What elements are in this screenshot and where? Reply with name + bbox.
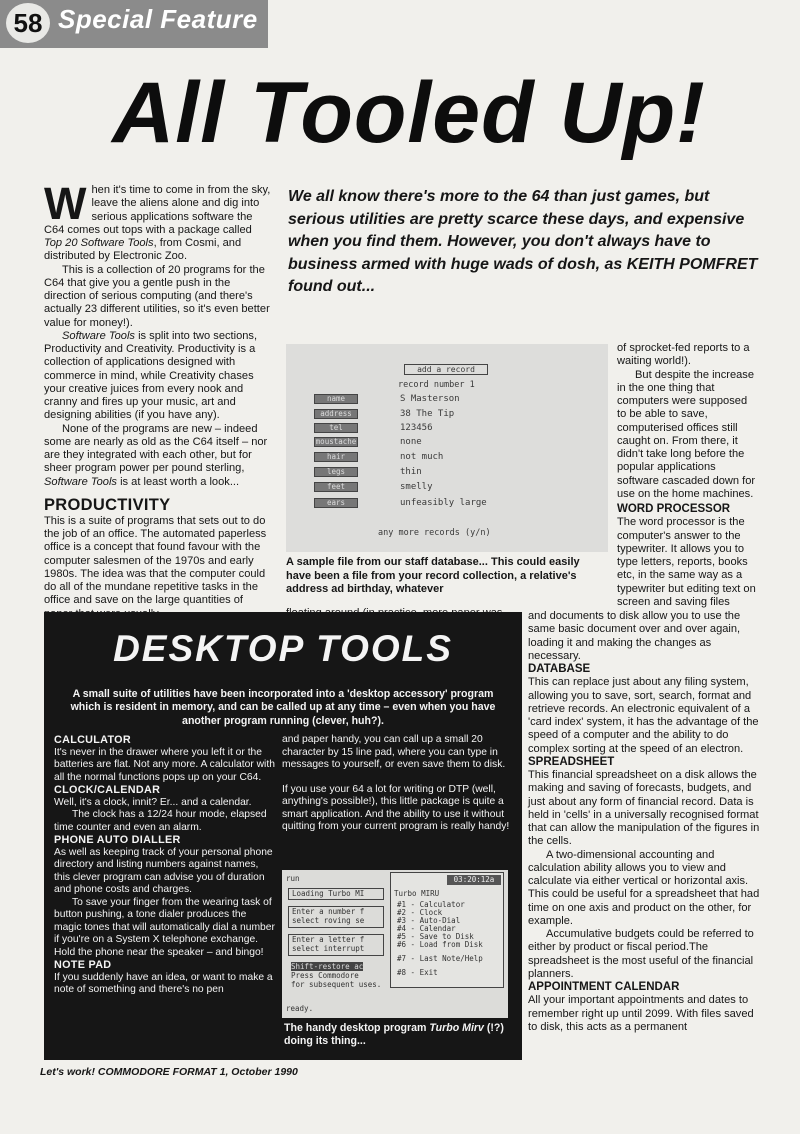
productivity-heading: PRODUCTIVITY xyxy=(44,495,171,514)
box-right-column xyxy=(282,734,510,834)
spreadsheet-text: This financial spreadsheet on a disk allows the making and saving of forecasts, budgets, and just about any form of financial record. Data is held in 'cells' in a universally recognised format that can allow the manipulation of the figures in the cells. xyxy=(528,769,760,848)
field-label: moustache xyxy=(315,437,357,446)
box-left-column xyxy=(54,734,276,997)
page-footer: Let's work! COMMODORE FORMAT 1, October 1990 xyxy=(40,1066,298,1078)
field-value: S Masterson xyxy=(400,394,460,404)
menu-title: Turbo MIRU xyxy=(394,889,440,898)
field-label: feet xyxy=(314,482,358,492)
column-three xyxy=(617,342,757,501)
caption-text: (!?) doing its thing... xyxy=(284,1022,504,1047)
field-label: address xyxy=(314,409,358,419)
box-intro: A small suite of utilities have been incorporated into a 'desktop accessory' program which is resident in memory, and can be called up at any time – even when you have another program running (clever, huh?). xyxy=(70,688,496,727)
dialler-text: To save your finger from the wearing task of button pushing, a tone dialer produces the magic tones that will automatically dial a number if you're on a System X telephone exchange. Hold the phone near the speaker – and bingo! xyxy=(54,896,275,958)
body-paragraph xyxy=(44,330,272,423)
box-title: DESKTOP TOOLS xyxy=(113,628,453,669)
prompt-line: for subsequent uses. xyxy=(291,980,382,989)
desktop-caption xyxy=(284,1022,506,1048)
intro-paragraph xyxy=(44,178,272,264)
intro-text: hen it's time to come in from the sky, leave the aliens alone and dig into serious applications software the C64 comes out tops with a package called xyxy=(44,184,271,236)
field-label: ears xyxy=(314,498,358,508)
body-paragraph: But despite the increase in the one thing that computers were supposed to be able to save, computerised offices still caught on. From there, it didn't take long before the popular applications software cascaded down for use on the home machines. xyxy=(617,368,756,500)
menu-item: #7 - Last Note/Help xyxy=(397,954,483,963)
menu-item: #6 - Load from Disk xyxy=(397,940,483,949)
menu-item: #1 - Calculator xyxy=(397,900,465,909)
menu-item: #4 - Calendar xyxy=(397,924,456,933)
menu-item: #5 - Save to Disk xyxy=(397,932,474,941)
turbo-mirv-screenshot xyxy=(282,870,508,1018)
record-number: record number 1 xyxy=(398,380,475,390)
menu-item: #3 - Auto-Dial xyxy=(397,916,461,925)
calculator-heading: CALCULATOR xyxy=(54,734,131,746)
field-value: thin xyxy=(400,467,422,477)
clock-text: Well, it's a clock, innit? Er... and a calendar. xyxy=(54,796,252,808)
spreadsheet-text: Accumulative budgets could be referred to either by product or fiscal period.The spreadsheet is the most useful of the financial planners. xyxy=(528,928,754,980)
word-processor-section xyxy=(617,503,757,609)
field-label: tel xyxy=(314,423,358,433)
prompt-line: Shift-restore ac xyxy=(291,962,364,971)
calendar-text: All your important appointments and dates to remember right up until 2099. With files saved to disk, this acts as a permanent xyxy=(528,994,754,1033)
section-header-bar xyxy=(0,0,268,48)
prompt-line: Enter a number f xyxy=(292,907,365,916)
ready-text: ready. xyxy=(286,1004,314,1013)
menu-item: #2 - Clock xyxy=(397,908,443,917)
field-label: hair xyxy=(314,452,358,462)
program-name: Turbo Mirv xyxy=(429,1022,484,1034)
section-label: Special Feature xyxy=(58,4,258,34)
field-value: 123456 xyxy=(400,423,433,433)
menu-item: #8 - Exit xyxy=(397,968,438,977)
field-label: legs xyxy=(314,467,358,477)
page-number: 58 xyxy=(6,3,50,43)
box-tip: If you use your 64 a lot for writing or DTP (well, anything's possible!), this little package is quite a smart application. And the ability to use it without quitting from your current program is really handy! xyxy=(282,783,510,832)
dialler-text: As well as keeping track of your personal phone directory and listing numbers against names, this clever program can advise you of duration and phone costs and charges. xyxy=(54,846,273,895)
spreadsheet-text: A two-dimensional accounting and calculation ability allows you to view and calculate via either vertical or horizontal axis. This could be useful for a spreadsheet that had time on one axis and product on the other, for example. xyxy=(528,848,760,927)
field-value: smelly xyxy=(400,482,433,492)
product-name: Software Tools xyxy=(62,329,135,342)
body-paragraph xyxy=(44,423,272,489)
column-four xyxy=(528,610,760,1034)
number-prompt xyxy=(288,906,384,928)
intro-column xyxy=(44,178,272,621)
standfirst: We all know there's more to the 64 than just games, but serious utilities are pretty scarce these days, and expensive when you find them. However, you don't always have to business armed with huge wads of dosh, as KEITH POMFRET found out... xyxy=(288,188,758,295)
body-paragraph: This is a collection of 20 programs for the C64 that give you a gentle push in the direction of serious computing (and there's actually 23 different utilities, so it's even better value for money!). xyxy=(44,263,270,329)
word-processor-heading: WORD PROCESSOR xyxy=(617,503,731,515)
calculator-text: It's never in the drawer where you left it or the batteries are flat. Not any more. A calculator with all the normal functions pops up on your C64. xyxy=(54,746,275,783)
caption-text: The handy desktop program xyxy=(284,1022,430,1034)
more-records-prompt: any more records (y/n) xyxy=(378,528,491,538)
body-text: is at least worth a look... xyxy=(116,475,240,488)
body-paragraph: and documents to disk allow you to use the same basic document over and over again, loading it and making the changes as necessary. xyxy=(528,610,741,662)
article-title: All Tooled Up! xyxy=(112,65,706,161)
drop-cap: W xyxy=(44,178,87,229)
database-screenshot xyxy=(286,344,608,552)
prompt-line: Enter a letter f xyxy=(292,935,365,944)
word-processor-text: The word processor is the computer's answer to the typewriter. It allows you to type letters, reports, books etc, in the same way as a typewriter but editing text on screen and saving files xyxy=(617,516,756,608)
clock-display: 03:20:12a xyxy=(447,875,501,885)
clock-heading: CLOCK/CALENDAR xyxy=(54,784,161,796)
field-value: none xyxy=(400,437,422,447)
desktop-tools-box xyxy=(44,612,522,1060)
database-heading: DATABASE xyxy=(528,663,591,675)
field-label: name xyxy=(314,394,358,404)
dialler-heading: PHONE AUTO DIALLER xyxy=(54,834,181,846)
loading-text: Loading Turbo MI xyxy=(288,888,384,900)
turbo-mirv-menu xyxy=(390,872,504,988)
record-header: add a record xyxy=(404,364,488,375)
run-text: run xyxy=(286,874,300,883)
body-text: is split into two sections, Productivity and Creativity. Productivity is a collection of applications designed with commerce in mind, while Creativity chases your creative juices from every nook and cranny and fires up your music, art and designing abilities (if you have any). xyxy=(44,329,258,422)
spreadsheet-heading: SPREADSHEET xyxy=(528,755,615,768)
body-paragraph: of sprocket-fed reports to a waiting world!). xyxy=(617,342,750,368)
product-name: Software Tools xyxy=(44,475,117,488)
database-text: This can replace just about any filing system, allowing you to save, sort, search, format and retrieve records. An electronic equivalent of a 'card index' system, it has the advantage of the speed of a computer and the ability to do complex sorting at the speed of an electron. xyxy=(528,676,759,755)
field-value: unfeasibly large xyxy=(400,498,487,508)
field-value: not much xyxy=(400,452,444,462)
prompt-line: select roving se xyxy=(292,916,365,925)
notepad-text: and paper handy, you can call up a small 20 character by 15 line pad, where you can type in messages to yourself, or even save them to disk. xyxy=(282,734,506,770)
intro-text-end: , from Cosmi, and distributed by Electronic Zoo. xyxy=(44,237,242,263)
field-value: 38 The Tip xyxy=(400,409,455,419)
screenshot-caption: A sample file from our staff database... This could easily have been a file from your record collection, a relative's address ad birthday, whatever xyxy=(286,556,580,595)
body-text: None of the programs are new – indeed some are nearly as old as the C64 itself – nor are they integrated with each other, but for sheer program power per pound sterling, xyxy=(44,422,268,475)
menu-list xyxy=(397,901,483,977)
calendar-heading: APPOINTMENT CALENDAR xyxy=(528,981,680,993)
prompt-line: select interrupt xyxy=(292,944,365,953)
notepad-text: If you suddenly have an idea, or want to make a note of something and there's no pen xyxy=(54,971,273,995)
clock-text: The clock has a 12/24 hour mode, elapsed time counter and even an alarm. xyxy=(54,809,267,833)
prompt-line: Press Commodore xyxy=(291,971,359,980)
product-name: Top 20 Software Tools xyxy=(44,237,154,249)
productivity-text: This is a suite of programs that sets out to do the job of an office. The automated paperless office is a concept that found favour with the computer salesmen of the 1970s and early 1980s. The idea was that the computer could do all of the mundane repetitive tasks in the office and save on the large quantities of xyxy=(44,514,267,607)
notepad-heading: NOTE PAD xyxy=(54,959,112,971)
letter-prompt xyxy=(288,934,384,956)
